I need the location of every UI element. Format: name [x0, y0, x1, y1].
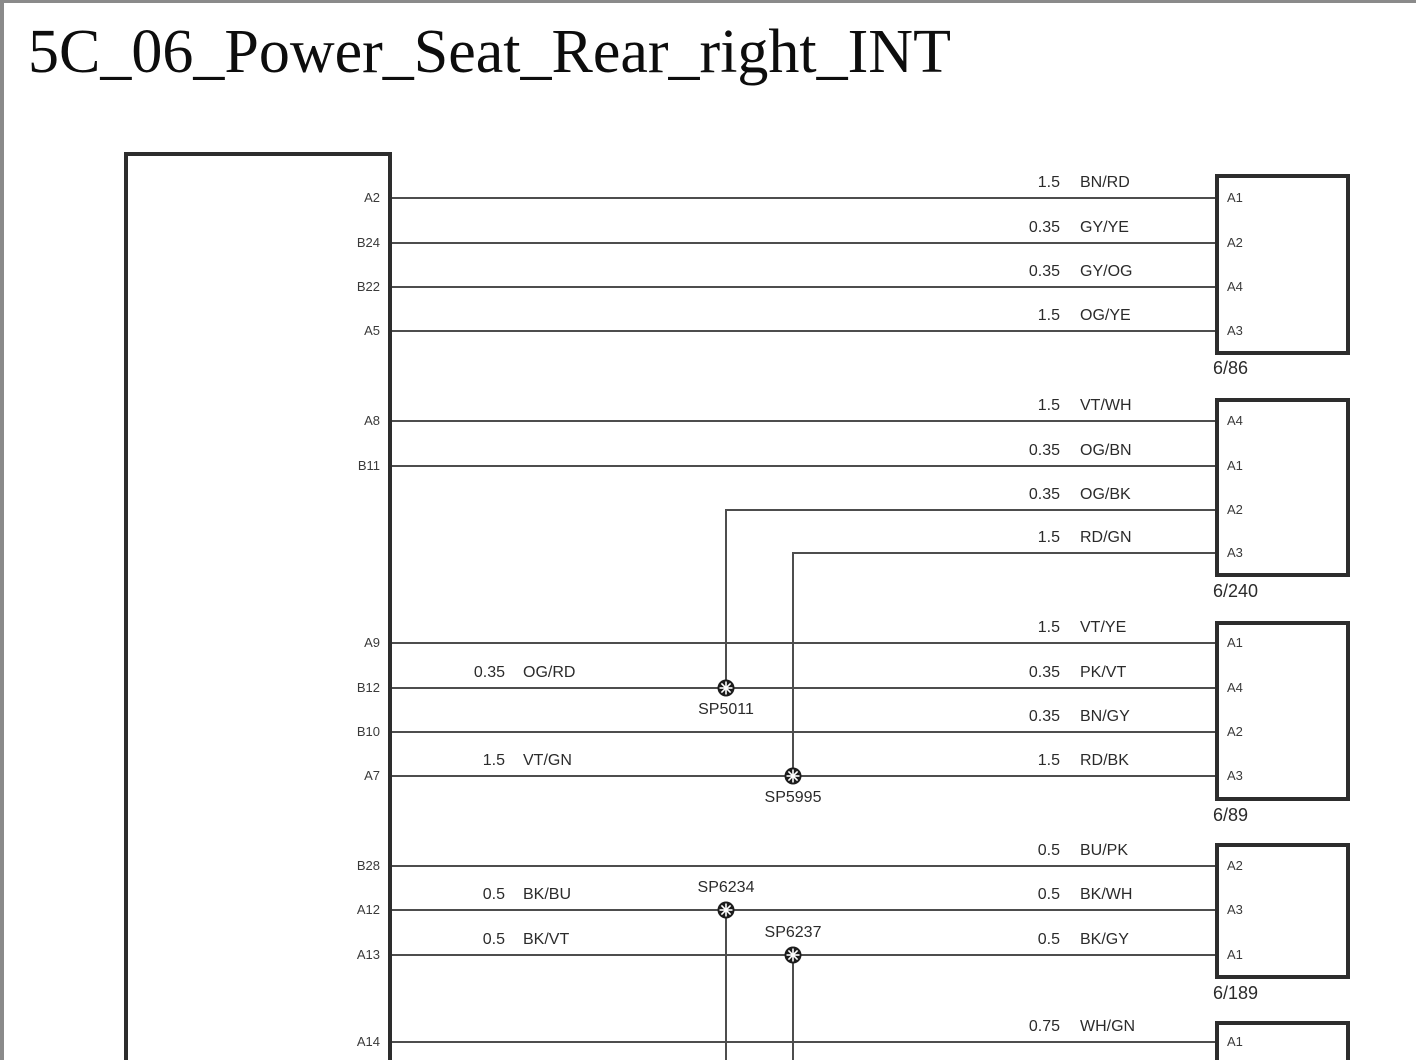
pin-label: A2 — [364, 190, 380, 205]
wire-label — [985, 173, 1130, 193]
wire-label — [430, 930, 569, 950]
wire-color: BN/GY — [1080, 708, 1130, 725]
pin-label: A3 — [1227, 323, 1243, 338]
wire-size: 0.5 — [1037, 931, 1060, 948]
pin-label: A7 — [364, 768, 380, 783]
pin-label: A3 — [1227, 545, 1243, 560]
wire — [392, 954, 1215, 956]
page-title: 5C_06_Power_Seat_Rear_right_INT — [28, 18, 951, 86]
wire — [392, 687, 1215, 689]
pin-label: A1 — [1227, 458, 1243, 473]
wire — [792, 553, 794, 777]
pin-label: A14 — [356, 1034, 380, 1049]
page-frame-top — [0, 0, 1416, 3]
pin-label: A1 — [1227, 947, 1243, 962]
pin-label: A1 — [1227, 635, 1243, 650]
splice-icon — [716, 678, 736, 698]
wire — [725, 910, 727, 1060]
wire-size: 1.5 — [482, 752, 505, 769]
pin-label: A4 — [1227, 279, 1243, 294]
wire-size: 0.5 — [482, 931, 505, 948]
wire-color: OG/BN — [1080, 442, 1132, 459]
wire-label — [985, 306, 1131, 326]
page-frame-left — [0, 0, 4, 1060]
splice-icon — [716, 900, 736, 920]
wire-color: VT/WH — [1080, 397, 1132, 414]
pin-label: A1 — [1227, 1034, 1243, 1049]
wire-color: RD/GN — [1080, 529, 1132, 546]
wire-label — [985, 841, 1128, 861]
wire-color: WH/GN — [1080, 1018, 1136, 1035]
wire-label — [985, 930, 1129, 950]
wire — [392, 731, 1215, 733]
wire-size: 0.35 — [1028, 442, 1060, 459]
connector-label: 6/240 — [1213, 581, 1259, 601]
wire-color: BN/RD — [1080, 174, 1130, 191]
pin-label: A2 — [1227, 858, 1243, 873]
wire — [392, 420, 1215, 422]
wire-size: 1.5 — [1037, 397, 1060, 414]
wire — [725, 509, 1215, 511]
wire-color: VT/GN — [523, 752, 572, 769]
connector-label: 6/189 — [1213, 983, 1259, 1003]
pin-label: B12 — [356, 680, 380, 695]
wire-label — [985, 885, 1132, 905]
wire-color: OG/BK — [1080, 486, 1131, 503]
wire-label — [985, 1017, 1135, 1037]
wire-label — [985, 618, 1126, 638]
pin-label: A4 — [1227, 413, 1243, 428]
pin-label: A13 — [356, 947, 380, 962]
pin-label: A1 — [1227, 190, 1243, 205]
pin-label: A9 — [364, 635, 380, 650]
wire-color: GY/YE — [1080, 219, 1129, 236]
wire — [392, 465, 1215, 467]
wire-label — [985, 751, 1129, 771]
wire-size: 0.5 — [1037, 842, 1060, 859]
wire-size: 0.35 — [1028, 708, 1060, 725]
wire — [392, 909, 1215, 911]
pin-label: A3 — [1227, 768, 1243, 783]
wire-size: 1.5 — [1037, 174, 1060, 191]
splice-label: SP6237 — [764, 924, 822, 941]
wire-label — [985, 441, 1132, 461]
wire-color: OG/YE — [1080, 307, 1131, 324]
connector-label: 6/86 — [1213, 358, 1249, 378]
wire-size: 0.35 — [1028, 664, 1060, 681]
wire-color: BK/VT — [523, 931, 570, 948]
wire-color: BK/GY — [1080, 931, 1129, 948]
wire-size: 0.35 — [473, 664, 505, 681]
splice-label: SP5011 — [698, 701, 754, 718]
wire-size: 0.5 — [482, 886, 505, 903]
wire — [725, 510, 727, 689]
pin-label: B10 — [356, 724, 380, 739]
pin-label: A3 — [1227, 902, 1243, 917]
pin-label: A2 — [1227, 724, 1243, 739]
pin-label: B28 — [356, 858, 380, 873]
pin-label: A4 — [1227, 680, 1243, 695]
wire-label — [985, 663, 1126, 683]
wire-label — [985, 396, 1132, 416]
splice-label: SP5995 — [764, 789, 822, 806]
wire-label — [985, 485, 1131, 505]
wire-color: GY/OG — [1080, 263, 1133, 280]
wire-label — [985, 262, 1132, 282]
wire — [392, 865, 1215, 867]
wire — [392, 642, 1215, 644]
wire-size: 0.35 — [1028, 486, 1060, 503]
splice-icon — [783, 766, 803, 786]
wire — [792, 955, 794, 1060]
pin-label: A2 — [1227, 235, 1243, 250]
wire-color: BU/PK — [1080, 842, 1129, 859]
pin-label: B24 — [356, 235, 380, 250]
wire-size: 0.35 — [1028, 219, 1060, 236]
wire-color: RD/BK — [1080, 752, 1129, 769]
wire-label — [985, 707, 1130, 727]
wire-color: VT/YE — [1080, 619, 1127, 636]
wire-label — [430, 885, 571, 905]
wire-size: 1.5 — [1037, 619, 1060, 636]
wire — [392, 197, 1215, 199]
wire-label — [985, 218, 1129, 238]
wire — [392, 286, 1215, 288]
pin-label: B11 — [357, 458, 380, 473]
wire-color: BK/WH — [1080, 886, 1133, 903]
wire — [392, 242, 1215, 244]
wire — [792, 552, 1215, 554]
pin-label: B22 — [356, 279, 380, 294]
wire-color: OG/RD — [523, 664, 576, 681]
splice-icon — [783, 945, 803, 965]
wire-size: 1.5 — [1037, 307, 1060, 324]
pin-label: A8 — [364, 413, 380, 428]
connector-label: 6/89 — [1213, 805, 1249, 825]
wire-size: 1.5 — [1037, 752, 1060, 769]
wire-size: 0.75 — [1028, 1018, 1060, 1035]
splice-label: SP6234 — [697, 879, 755, 896]
wire-label — [430, 663, 575, 683]
pin-label: A2 — [1227, 502, 1243, 517]
wire-size: 0.35 — [1028, 263, 1060, 280]
wire — [392, 330, 1215, 332]
pin-label: A12 — [356, 902, 380, 917]
wire-label — [985, 528, 1132, 548]
wire-label — [430, 751, 572, 771]
wire — [392, 775, 1215, 777]
wire-size: 1.5 — [1037, 529, 1060, 546]
wire-color: BK/BU — [523, 886, 572, 903]
wire-size: 0.5 — [1037, 886, 1060, 903]
wire — [392, 1041, 1215, 1043]
pin-label: A5 — [364, 323, 380, 338]
wire-color: PK/VT — [1080, 664, 1127, 681]
